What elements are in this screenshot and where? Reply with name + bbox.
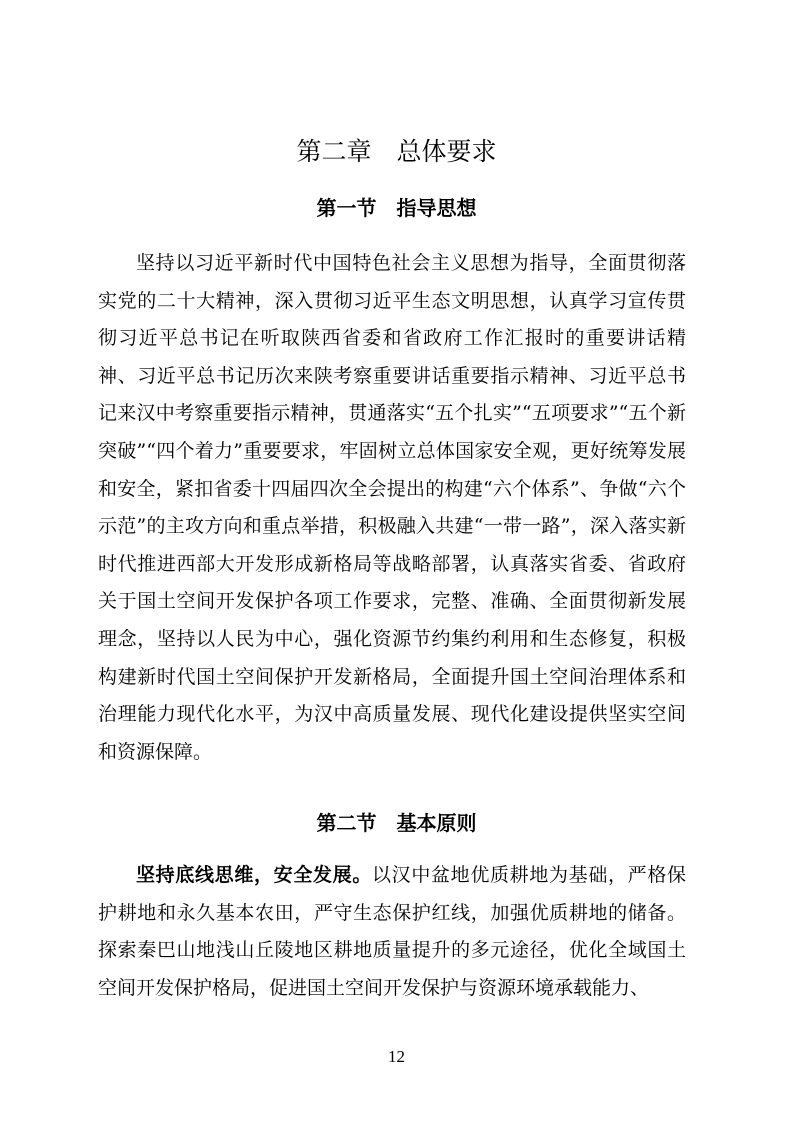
section-heading-guiding-ideology: 第一节 指导思想 — [316, 196, 477, 220]
basic-principles-paragraph — [98, 857, 686, 1007]
principle-body-text: 以汉中盆地优质耕地为基础，严格保护耕地和永久基本农田，严守生态保护红线，加强优质耕地的储备。探索秦巴山地浅山丘陵地区耕地质量提升的多元途径，优化全域国土空间开发保护格局，促进国土空间开发保护与资源环境承载能力、 — [98, 864, 686, 999]
section-heading-basic-principles: 第二节 基本原则 — [316, 811, 477, 835]
principle-lead-text: 坚持底线思维，安全发展。 — [136, 864, 372, 886]
guiding-ideology-paragraph: 坚持以习近平新时代中国特色社会主义思想为指导，全面贯彻落实党的二十大精神，深入贯彻习近平生态文明思想，认真学习宣传贯彻习近平总书记在听取陕西省委和省政府工作汇报时的重要讲话精神、习近平总书记历次来陕考察重要讲话重要指示精神、习近平总书记来汉中考察重要指示精神，贯通落实“五个扎实”“五项要求”“五个新突破”“四个着力”重要要求，牢固树立总体国家安全观，更好统筹发展和安全，紧扣省委十四届四次全会提出的构建“六个体系”、争做“六个示范”的主攻方向和重点举措，积极融入共建“一带一路”，深入落实新时代推进西部大开发形成新格局等战略部署，认真落实省委、省政府关于国土空间开发保护各项工作要求，完整、准确、全面贯彻新发展理念，坚持以人民为中心，强化资源节约集约利用和生态修复，积极构建新时代国土空间保护开发新格局，全面提升国土空间治理体系和治理能力现代化水平，为汉中高质量发展、现代化建设提供坚实空间和资源保障。 — [98, 252, 686, 763]
page-number: 12 — [388, 1047, 405, 1066]
chapter-title: 第二章 总体要求 — [296, 137, 497, 166]
